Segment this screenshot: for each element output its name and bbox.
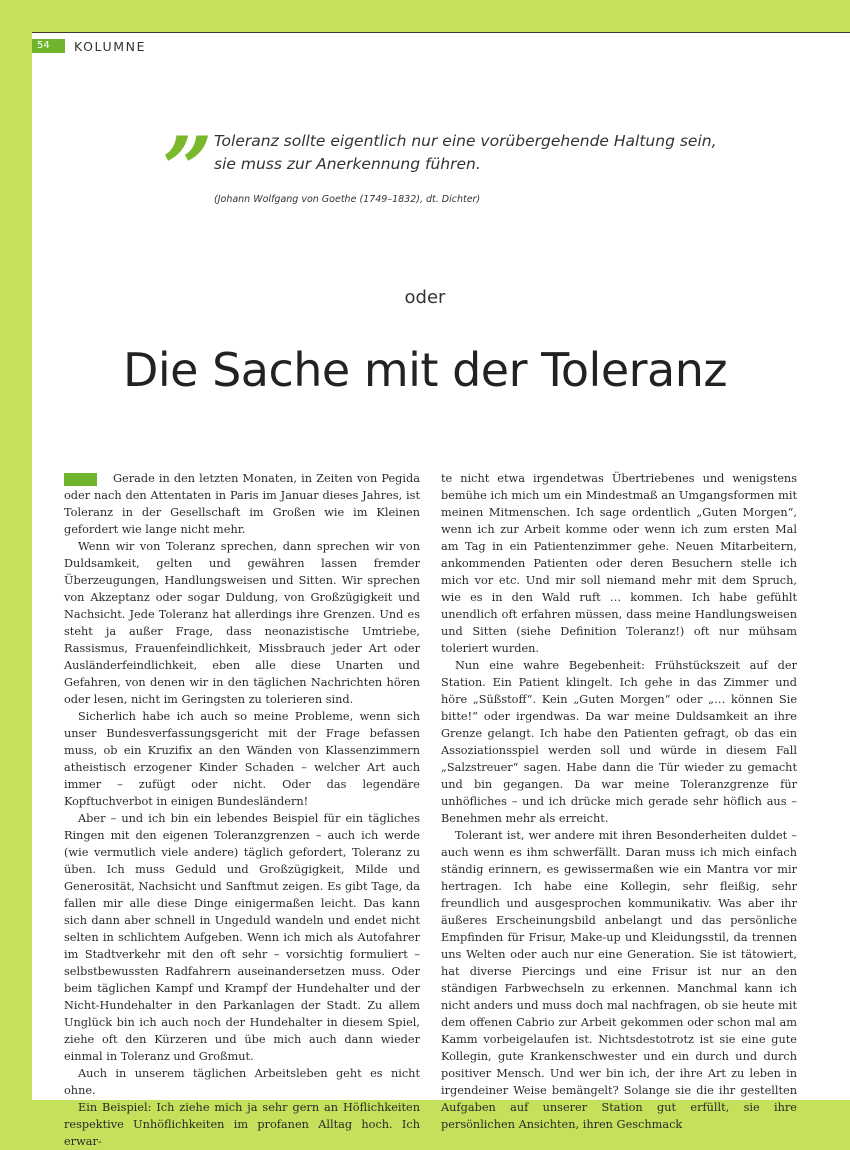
paragraph: Auch in unserem täglichen Arbeitsleben geht es nicht ohne. [64,1067,420,1097]
article-column-left [64,470,420,1150]
paragraph: Tolerant ist, wer andere mit ihren Besonderheiten duldet – auch wenn es ihm schwerfällt. Daran muss ich mich einfach ständig erinnern, es gewissermaßen wie ein Mantra vor mir hertragen. Ich habe eine Kollegin, sehr fleißig, sehr freundlich und ausgesprochen kommunikativ. Was aber ihr äußeres Erscheinungsbild anbelangt und das persönliche Empfinden für Frisur, Make-up und Kleidungsstil, da trennen uns Welten oder auch nur eine Generation. Sie ist tätowiert, hat diverse Piercings und eine Frisur ist nur an den ständigen Farbwechseln zu erkennen. Manchmal kann ich nicht anders und muss doch mal nachfragen, ob sie heute mit dem offenen Cabrio zur Arbeit gekommen oder schon mal am Kamm vorbeigelaufen ist. Nichtsdestotrotz ist sie eine gute Kollegin, gute Krankenschwester und ein durch und durch positiver Mensch. Und wer bin ich, der ihre Art zu leben in irgendeiner Weise bemängelt? Solange sie die ihr gestellten Aufgaben auf unserer Station gut erfüllt, sie ihre persönlichen Ansichten, ihren Geschmack [441,829,797,1131]
paragraph: Aber – und ich bin ein lebendes Beispiel für ein tägliches Ringen mit den eigenen Toleranzgrenzen – auch ich werde (wie vermutlich viele andere) täglich gefordert, Toleranz zu üben. Ich muss Geduld und Großzügigkeit, Milde und Generosität, Nachsicht und Sanftmut zeigen. Es gibt Tage, da fallen mir alle diese Dinge einigermaßen leicht. Das kann sich dann aber schnell in Ungeduld wandeln und endet nicht selten in schlichtem Aufgeben. Wenn ich mich als Autofahrer im Stadtverkehr mit den oft sehr – vorsichtig formuliert – selbstbewussten Radfahrern auseinandersetzen muss. Oder beim täglichen Kampf und Krampf der Hundehalter und der Nicht-Hundehalter in den Parkanlagen der Stadt. Zu allem Unglück bin ich auch noch der Hundehalter in diesem Spiel, ziehe oft den Kürzeren und übe mich auch dann wieder einmal in Toleranz und Großmut. [64,812,420,1063]
article-title: Die Sache mit der Toleranz [122,343,728,397]
paragraph: te nicht etwa irgendetwas Übertriebenes und wenigstens bemühe ich mich um ein Mindestmaß an Umgangsformen mit meinen Mitmenschen. Ich sage ordentlich „Guten Morgen“, wenn ich zur Arbeit komme oder wenn ich zum ersten Mal am Tag in ein Patientenzimmer gehe. Neuen Mitarbeitern, ankommenden Patienten oder deren Besuchern stelle ich mich vor etc. Und mir soll niemand mehr mit dem Spruch, wie es in den Wald ruft … kommen. Ich habe gefühlt unendlich oft erfahren müssen, dass meine Handlungsweisen und Sitten (siehe Definition Toleranz!) oft nur mühsam toleriert wurden. [441,472,797,655]
page-number: 54 [32,39,65,53]
article-column-right [441,470,797,1133]
paragraph: Gerade in den letzten Monaten, in Zeiten von Pegida oder nach den Attentaten in Paris im Januar dieses Jahres, ist Toleranz in der Gesellschaft im Großen wie im Kleinen gefordert wie lange nicht mehr. [64,472,420,536]
quote-attribution: (Johann Wolfgang von Goethe (1749–1832), dt. Dichter) [214,194,481,205]
article-subtitle: oder [404,287,446,308]
paragraph: Wenn wir von Toleranz sprechen, dann sprechen wir von Duldsamkeit, gelten und gewähren lassen fremder Überzeugungen, Handlungsweisen und Sitten. Wir sprechen von Akzeptanz oder sogar Duldung, von Großzügigkeit und Nachsicht. Jede Toleranz hat allerdings ihre Grenzen. Und es steht ja außer Frage, dass neonazistische Umtriebe, Rassismus, Frauenfeindlichkeit, Missbrauch jeder Art oder Ausländerfeindlichkeit, eben alle diese Unarten und Gefahren, von denen wir in den täglichen Nachrichten hören oder lesen, nicht im Geringsten zu tolerieren sind. [64,540,420,706]
paragraph-marker [64,473,97,486]
pull-quote [214,130,734,176]
quote-line: sie muss zur Anerkennung führen. [214,155,481,173]
paragraph: Sicherlich habe ich auch so meine Probleme, wenn sich unser Bundesverfassungsgericht mit der Frage befassen muss, ob ein Kruzifix an den Wänden von Klassenzimmern atheistisch erzogener Kinder Schaden – welcher Art auch immer – zufügt oder nicht. Oder das legendäre Kopftuchverbot in einigen Bundesländern! [64,710,420,808]
paragraph: Nun eine wahre Begebenheit: Frühstückszeit auf der Station. Ein Patient klingelt. Ich gehe in das Zimmer und höre „Süßstoff“. Kein „Guten Morgen“ oder „… können Sie bitte!“ oder irgendwas. Da war meine Duldsamkeit an ihre Grenze gelangt. Ich habe den Patienten gefragt, ob das ein Assoziationsspiel werden soll und würde in diesem Fall „Salzstreuer“ sagen. Habe dann die Tür wieder zu gemacht und bin gegangen. Da war meine Toleranzgrenze für unhöfliches – und ich drücke mich gerade sehr höflich aus – Benehmen mehr als erreicht. [441,659,797,825]
section-label: KOLUMNE [74,38,147,54]
quote-mark-icon: ” [162,117,213,221]
paragraph: Ein Beispiel: Ich ziehe mich ja sehr gern an Höflichkeiten respektive Unhöflichkeiten im profanen Alltag hoch. Ich erwar- [64,1101,420,1148]
quote-line: Toleranz sollte eigentlich nur eine vorübergehende Haltung sein, [214,132,717,150]
header-rule [32,32,850,33]
page-header [32,39,146,53]
